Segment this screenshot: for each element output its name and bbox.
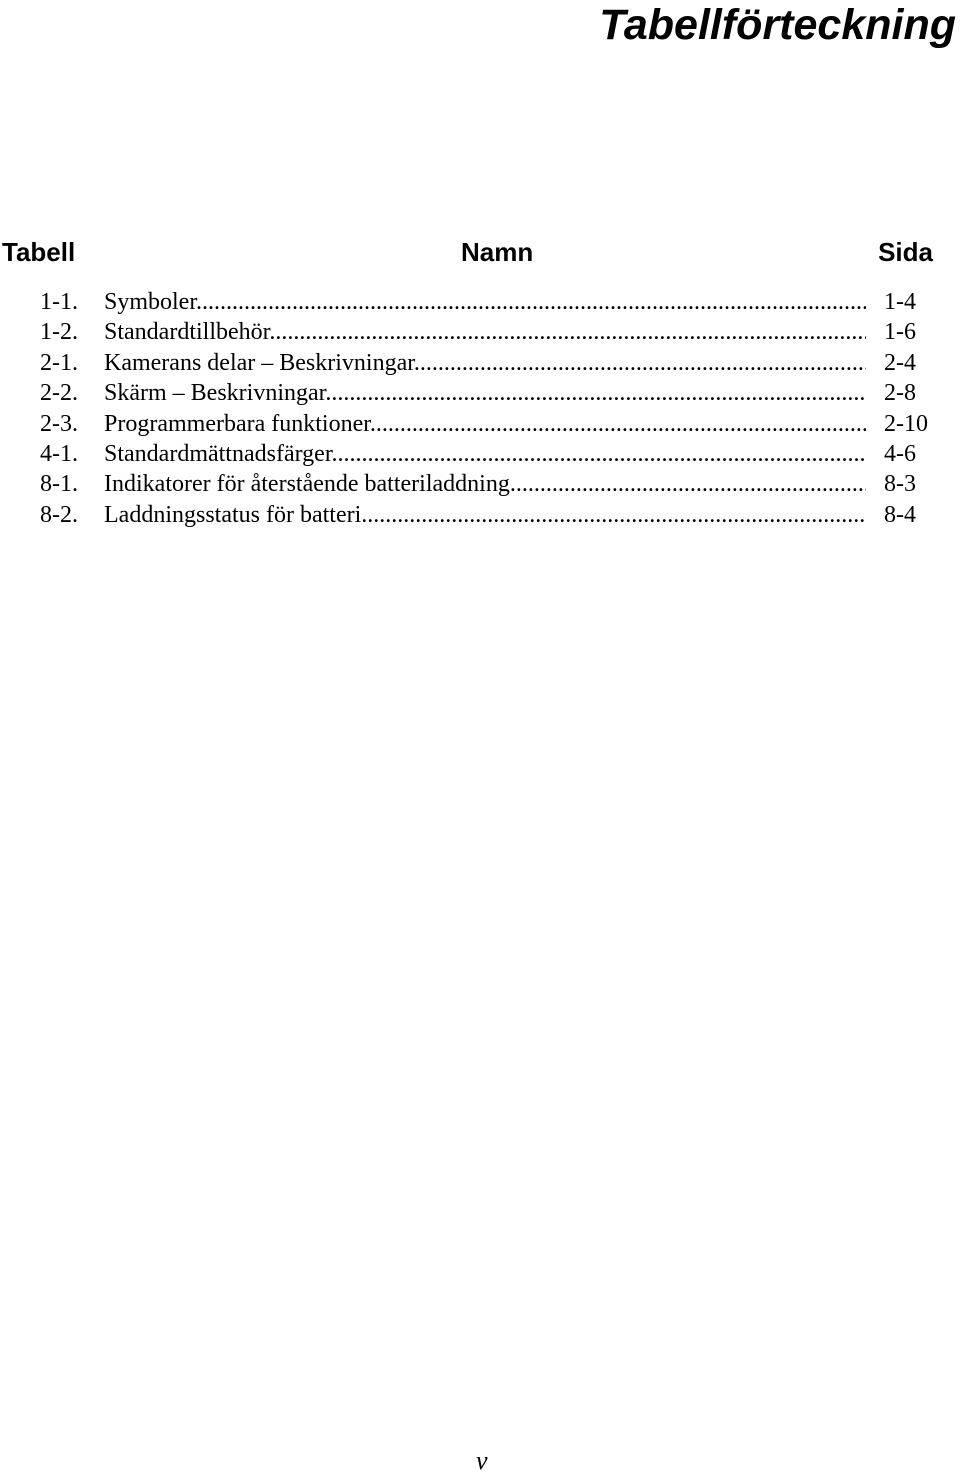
list-item[interactable] xyxy=(0,287,960,317)
list-item[interactable] xyxy=(0,469,960,499)
page-number: 1-4 xyxy=(884,289,916,315)
table-name: Indikatorer för återstående batteriladdning ..... xyxy=(104,469,866,499)
table-name: Kamerans delar – Beskrivningar ..... xyxy=(104,348,866,378)
table-number: 2-3. xyxy=(40,410,78,437)
list-item[interactable] xyxy=(0,500,960,530)
table-name: Standardtillbehör ..... xyxy=(104,317,866,347)
page-number: 2-8 xyxy=(884,380,916,407)
header-page: Sida xyxy=(878,237,933,267)
table-number: 2-1. xyxy=(40,349,78,376)
table-number: 1-1. xyxy=(40,289,78,315)
table-name: Skärm – Beskrivningar ..... xyxy=(104,378,866,408)
list-item[interactable] xyxy=(0,439,960,469)
page-number: 2-4 xyxy=(884,349,916,376)
list-item[interactable] xyxy=(0,317,960,347)
table-list xyxy=(0,287,960,530)
table-number: 8-1. xyxy=(40,471,78,498)
column-headers xyxy=(0,234,960,270)
page-number: 8-3 xyxy=(884,471,916,498)
page-number: 4-6 xyxy=(884,440,916,467)
table-number: 4-1. xyxy=(40,440,78,467)
table-number: 8-2. xyxy=(40,501,78,528)
table-name: Standardmättnadsfärger ..... xyxy=(104,439,866,469)
list-item[interactable] xyxy=(0,378,960,408)
table-number: 2-2. xyxy=(40,380,78,407)
header-table: Tabell xyxy=(2,237,76,267)
table-name: Laddningsstatus för batteri ..... xyxy=(104,500,866,530)
header-name: Namn xyxy=(461,237,534,267)
list-item[interactable] xyxy=(0,409,960,439)
table-name: Symboler ..... xyxy=(104,287,866,317)
table-number: 1-2. xyxy=(40,319,78,346)
page-number: 1-6 xyxy=(884,319,916,346)
list-item[interactable] xyxy=(0,348,960,378)
footer-page-number: v xyxy=(476,1446,488,1475)
page-number: 2-10 xyxy=(884,410,928,437)
page-title: Tabellförteckning xyxy=(599,1,956,49)
table-name: Programmerbara funktioner ..... xyxy=(104,409,866,439)
page-number: 8-4 xyxy=(884,501,916,528)
